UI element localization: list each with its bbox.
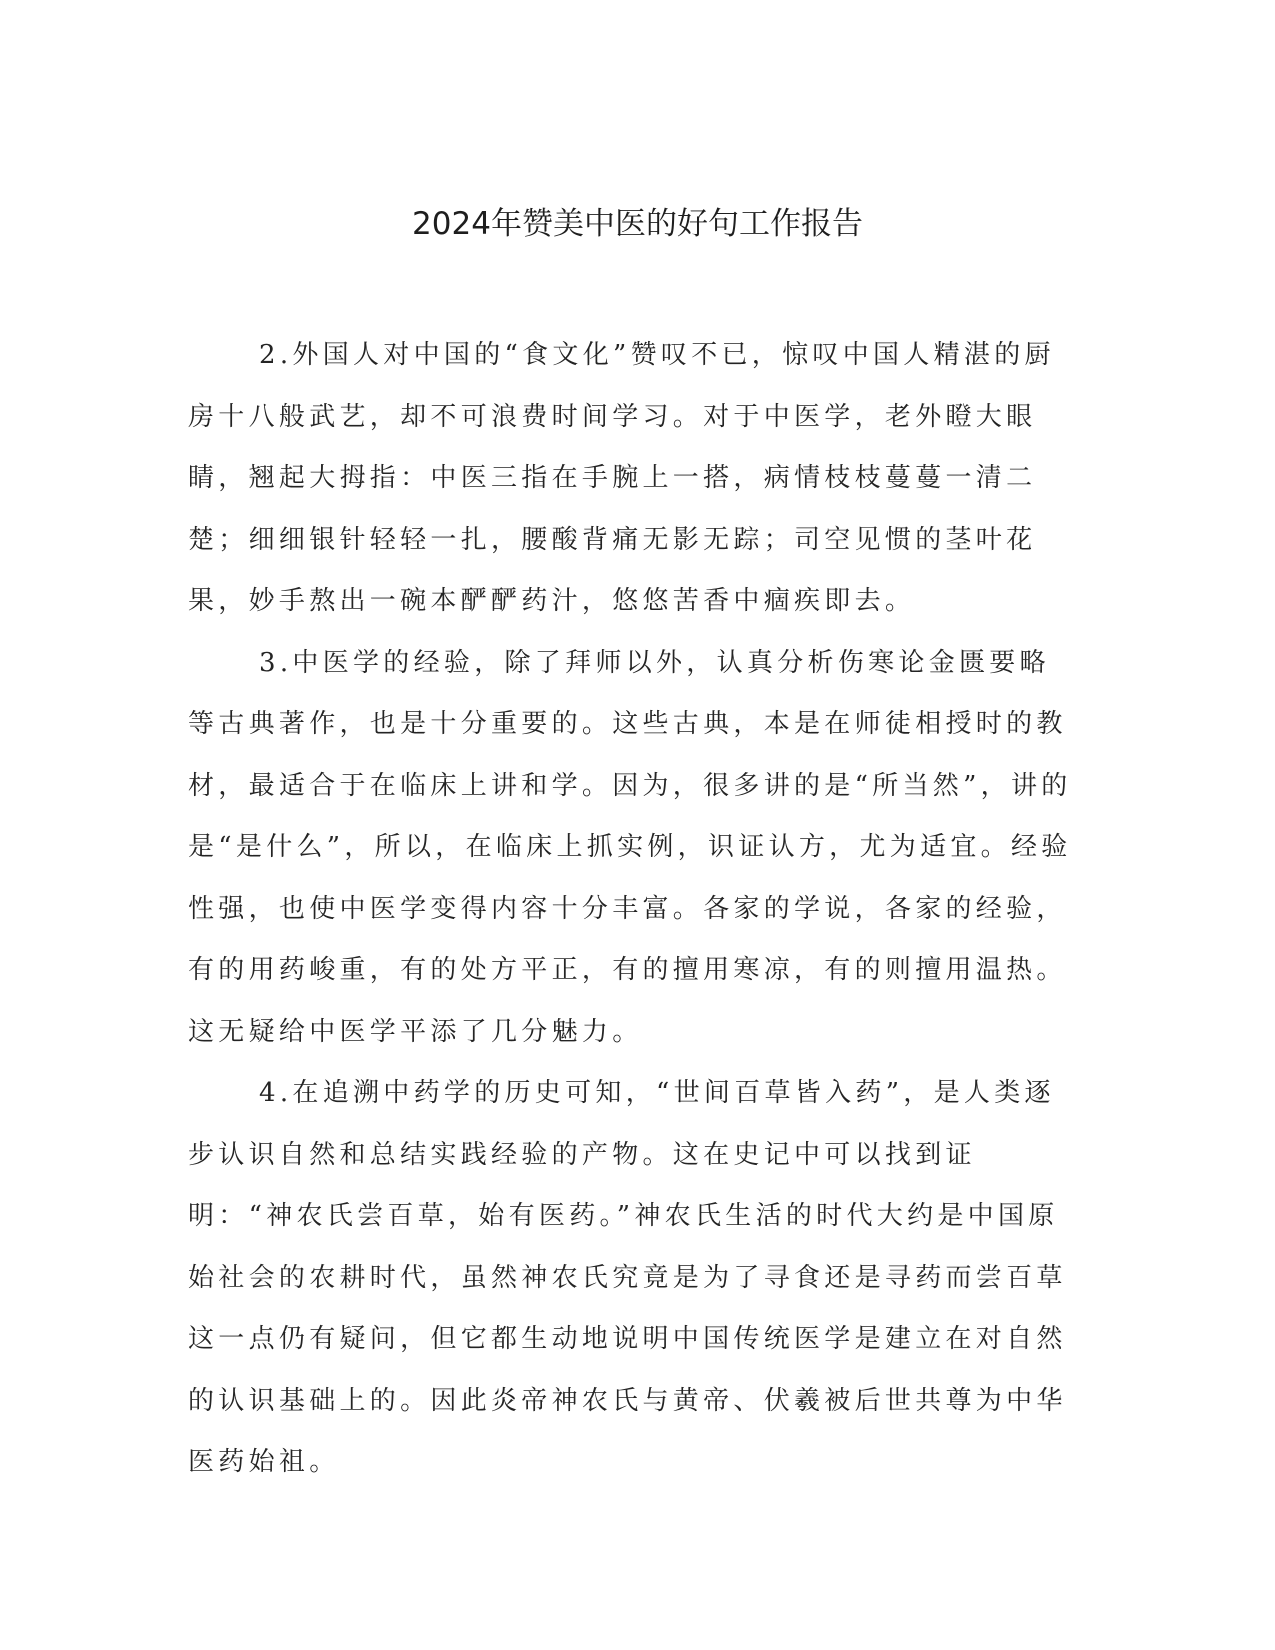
- document-body: [188, 325, 1080, 1494]
- paragraph-4: 4.在追溯中药学的历史可知，“世间百草皆入药”，是人类逐步认识自然和总结实践经验的产物。这在史记中可以找到证明：“神农氏尝百草，始有医药。”神农氏生活的时代大约是中国原始社会的农耕时代，虽然神农氏究竟是为了寻食还是寻药而尝百草这一点仍有疑问，但它都生动地说明中国传统医学是建立在对自然的认识基础上的。因此炎帝神农氏与黄帝、伏羲被后世共尊为中华医药始祖。: [188, 1078, 1067, 1477]
- paragraph-3: 3.中医学的经验，除了拜师以外，认真分析伤寒论金匮要略等古典著作，也是十分重要的。这些古典，本是在师徒相授时的教材，最适合于在临床上讲和学。因为，很多讲的是“所当然”，讲的是“是什么”，所以，在临床上抓实例，识证认方，尤为适宜。经验性强，也使中医学变得内容十分丰富。各家的学说，各家的经验，有的用药峻重，有的处方平正，有的擅用寒凉，有的则擅用温热。这无疑给中医学平添了几分魅力。: [188, 647, 1072, 1047]
- paragraph-2: 2.外国人对中国的“食文化”赞叹不已，惊叹中国人精湛的厨房十八般武艺，却不可浪费时间学习。对于中医学，老外瞪大眼睛，翘起大拇指：中医三指在手腕上一搭，病情枝枝蔓蔓一清二楚；细细银针轻轻一扎，腰酸背痛无影无踪；司空见惯的茎叶花果，妙手熬出一碗本酽酽药汁，悠悠苦香中痼疾即去。: [188, 340, 1055, 616]
- document-title: 2024年赞美中医的好句工作报告: [412, 206, 863, 242]
